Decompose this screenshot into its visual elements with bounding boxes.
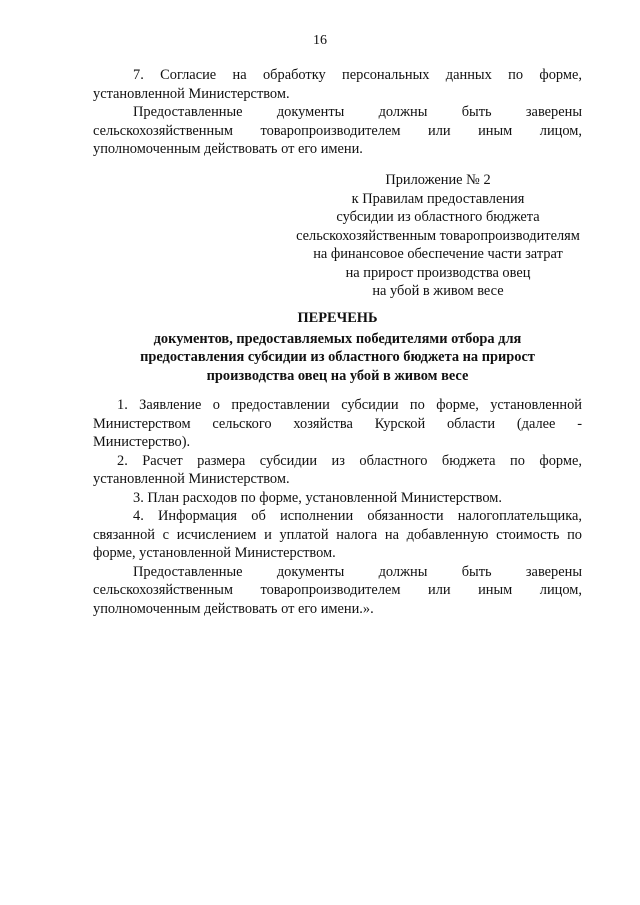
word: документы bbox=[276, 104, 345, 120]
list-item1-line2 bbox=[93, 415, 582, 434]
title-heading: ПЕРЕЧЕНЬ bbox=[297, 310, 378, 326]
word: товаропроизводителем bbox=[260, 122, 401, 139]
certify-line1 bbox=[93, 103, 582, 122]
list-item1-line1: 1. Заявление о предоставлении субсидии по форме, установленной bbox=[117, 397, 582, 413]
word: документы bbox=[276, 563, 345, 580]
word: иным bbox=[478, 122, 513, 139]
appendix-line: на прирост производства овец bbox=[345, 264, 531, 281]
list-item1-line3: Министерство). bbox=[93, 434, 191, 450]
word: сельскохозяйственным bbox=[93, 582, 233, 598]
word: должны bbox=[378, 104, 428, 120]
top-section-text bbox=[93, 66, 582, 159]
word: заверены bbox=[525, 104, 582, 120]
appendix-line: субсидии из областного бюджета bbox=[336, 209, 540, 225]
list-certify-line1 bbox=[93, 563, 582, 582]
appendix-line: сельскохозяйственным товаропроизводителям bbox=[296, 227, 580, 244]
title-subtitle-line: предоставления субсидии из областного бюджета на прирост bbox=[140, 349, 535, 365]
appendix-line: Приложение № 2 bbox=[385, 172, 491, 188]
word: сельского bbox=[212, 415, 272, 432]
list-certify-line3: уполномоченным действовать от его имени.». bbox=[93, 600, 374, 617]
document-title bbox=[93, 309, 582, 385]
page-number: 16 bbox=[313, 33, 327, 48]
item7-line1-text: 7. Согласие на обработку персональных данных по форме, bbox=[133, 67, 582, 83]
word: быть bbox=[461, 563, 492, 580]
word: должны bbox=[378, 563, 428, 580]
word: быть bbox=[461, 104, 492, 120]
title-subtitle-line: документов, предоставляемых победителями отбора для bbox=[153, 330, 522, 347]
word: (далее bbox=[516, 415, 556, 432]
word: Предоставленные bbox=[133, 104, 243, 120]
word: или bbox=[428, 582, 451, 598]
appendix-line: на убой в живом весе bbox=[372, 283, 504, 299]
list-item4-line3: форме, установленной Министерством. bbox=[93, 545, 336, 561]
document-list bbox=[93, 396, 582, 618]
word: области bbox=[446, 415, 496, 432]
appendix-line: на финансовое обеспечение части затрат bbox=[313, 246, 563, 262]
word: или bbox=[428, 122, 451, 139]
word: лицом, bbox=[539, 582, 582, 598]
appendix-line: к Правилам предоставления bbox=[351, 190, 525, 207]
list-item4-line1: 4. Информация об исполнении обязанности налогоплательщика, bbox=[133, 508, 582, 524]
list-item3: 3. План расходов по форме, установленной Министерством. bbox=[133, 489, 503, 506]
list-item4-line2: связанной с исчислением и уплатой налога на добавленную стоимость по bbox=[93, 526, 582, 543]
word: сельскохозяйственным bbox=[93, 122, 233, 139]
word: заверены bbox=[525, 563, 582, 580]
certify-line3: уполномоченным действовать от его имени. bbox=[93, 141, 363, 157]
list-item2-line2: установленной Министерством. bbox=[93, 471, 290, 487]
certify-line2 bbox=[93, 122, 582, 141]
word: Предоставленные bbox=[133, 563, 243, 580]
list-certify-line2 bbox=[93, 581, 582, 600]
word: товаропроизводителем bbox=[260, 582, 401, 598]
item7-line2-text: установленной Министерством. bbox=[93, 85, 290, 102]
list-item2-line1: 2. Расчет размера субсидии из областного бюджета по форме, bbox=[117, 452, 582, 469]
title-subtitle-line: производства овец на убой в живом весе bbox=[206, 367, 469, 384]
word: хозяйства bbox=[293, 415, 353, 432]
appendix-header bbox=[270, 171, 606, 301]
word: Министерством bbox=[93, 415, 191, 432]
word: Курской bbox=[374, 415, 426, 432]
word: иным bbox=[478, 582, 513, 598]
word: лицом, bbox=[539, 122, 582, 139]
word: - bbox=[577, 415, 582, 432]
